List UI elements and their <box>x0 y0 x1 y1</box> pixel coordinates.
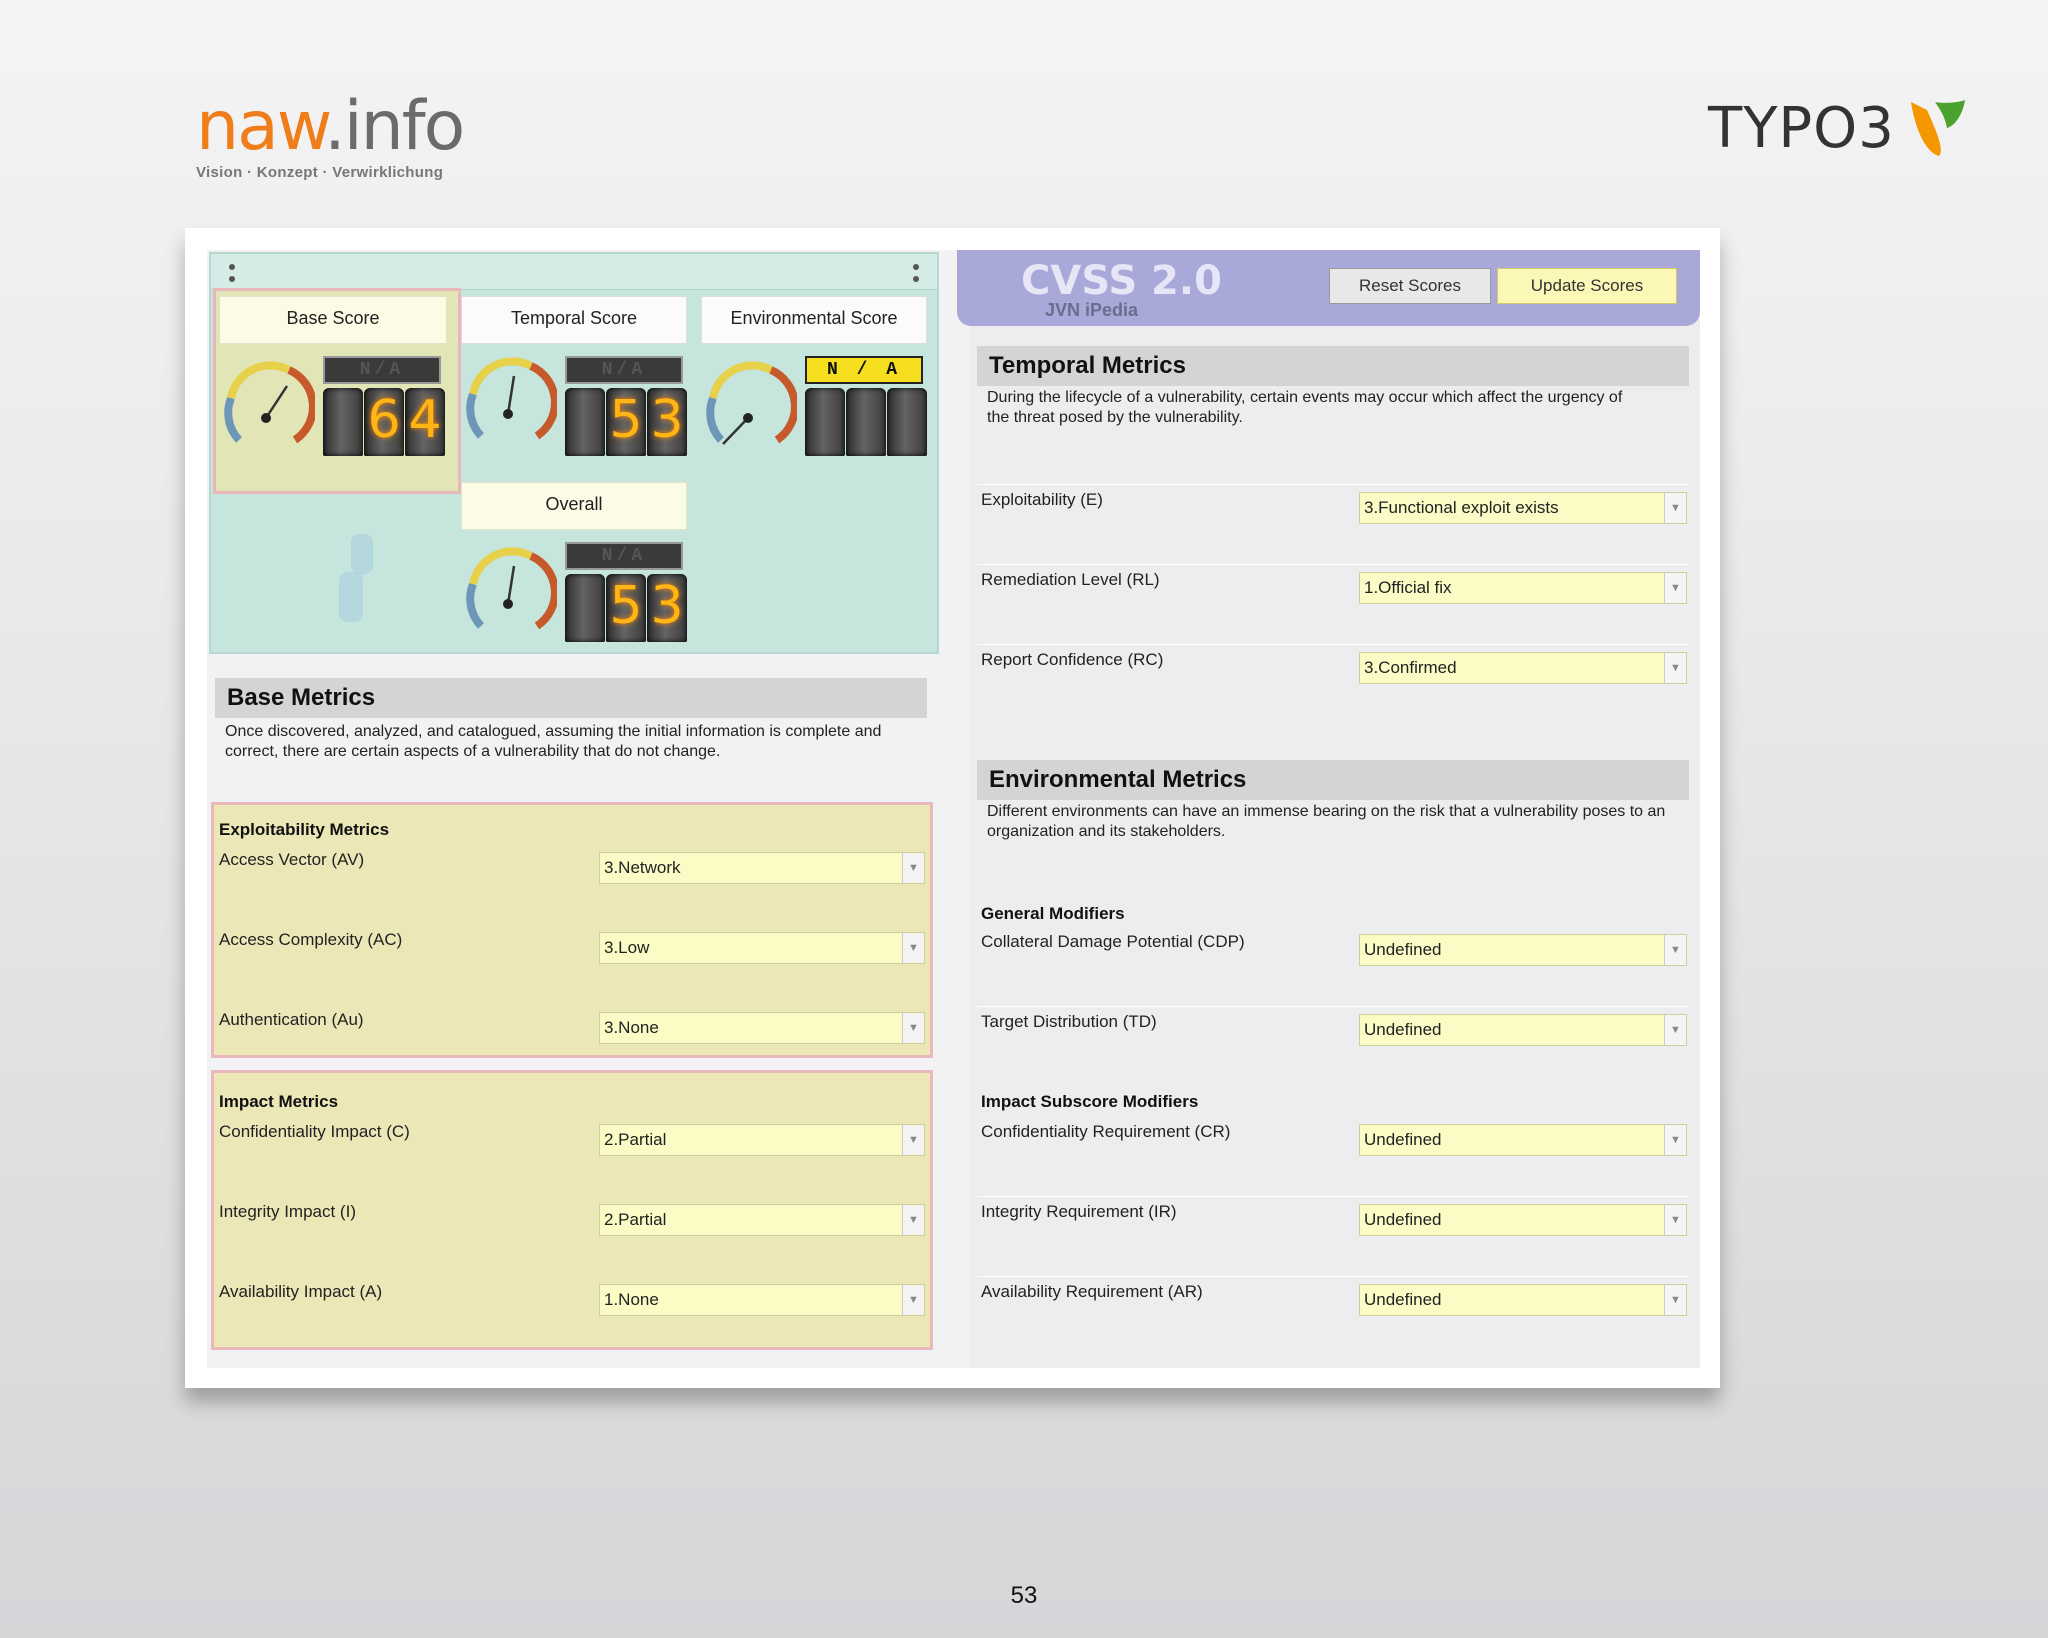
drag-handle-dot <box>229 264 235 270</box>
availability-impact-value: 1.None <box>604 1290 659 1309</box>
app-title: CVSS 2.0 <box>1021 258 1222 304</box>
overall-digit-1 <box>565 574 605 642</box>
environmental-score-display <box>805 356 928 456</box>
base-digit-3: 4 <box>405 388 445 456</box>
temporal-digit-3: 3 <box>647 388 687 456</box>
availability-requirement-select[interactable] <box>1359 1284 1687 1316</box>
remediation-level-value: 1.Official fix <box>1364 578 1452 597</box>
page-number: 53 <box>1010 1582 1038 1609</box>
general-modifiers-title: General Modifiers <box>981 904 1125 923</box>
impact-subscore-modifiers-title: Impact Subscore Modifiers <box>981 1092 1199 1111</box>
drag-handle-dot <box>913 264 919 270</box>
map-shape <box>351 534 373 574</box>
confidentiality-impact-label: Confidentiality Impact (C) <box>219 1122 410 1141</box>
chevron-down-icon[interactable]: ▼ <box>1664 493 1686 523</box>
chevron-down-icon[interactable]: ▼ <box>902 933 924 963</box>
cvss-calculator <box>207 250 1700 1368</box>
report-confidence-select[interactable] <box>1359 652 1687 684</box>
environmental-score-gauge <box>699 358 797 456</box>
access-complexity-select[interactable] <box>599 932 925 964</box>
temporal-metrics-description: During the lifecycle of a vulnerability, certain events may occur which affect the urgency of the threat posed by the vulnerability. <box>987 389 1623 426</box>
base-metrics-heading: Base Metrics <box>215 678 927 718</box>
integrity-requirement-label: Integrity Requirement (IR) <box>981 1202 1177 1221</box>
collateral-damage-label: Collateral Damage Potential (CDP) <box>981 932 1245 951</box>
overall-digit-2: 5 <box>606 574 646 642</box>
row-divider <box>977 644 1689 645</box>
target-distribution-select[interactable] <box>1359 1014 1687 1046</box>
collateral-damage-value: Undefined <box>1364 940 1442 959</box>
logo-part-naw: naw <box>196 87 325 166</box>
availability-requirement-label: Availability Requirement (AR) <box>981 1282 1203 1301</box>
chevron-down-icon[interactable]: ▼ <box>902 1285 924 1315</box>
report-confidence-value: 3.Confirmed <box>1364 658 1457 677</box>
confidentiality-impact-value: 2.Partial <box>604 1130 667 1149</box>
row-divider <box>977 484 1689 485</box>
environmental-score-label: Environmental Score <box>701 296 927 344</box>
availability-impact-select[interactable] <box>599 1284 925 1316</box>
target-distribution-label: Target Distribution (TD) <box>981 1012 1157 1031</box>
base-digit-1 <box>323 388 363 456</box>
logo-tagline: Vision · Konzept · Verwirklichung <box>196 164 444 181</box>
chevron-down-icon[interactable]: ▼ <box>902 1013 924 1043</box>
collateral-damage-select[interactable] <box>1359 934 1687 966</box>
chevron-down-icon[interactable]: ▼ <box>1664 653 1686 683</box>
temporal-score-flag: N/A <box>565 356 683 384</box>
exploitability-value: 3.Functional exploit exists <box>1364 498 1559 517</box>
drag-handle-dot <box>229 276 235 282</box>
gauge-panel-topbar <box>211 254 937 290</box>
access-complexity-value: 3.Low <box>604 938 650 957</box>
temporal-score-display <box>565 356 688 456</box>
availability-requirement-value: Undefined <box>1364 1290 1442 1309</box>
chevron-down-icon[interactable]: ▼ <box>902 1205 924 1235</box>
integrity-requirement-value: Undefined <box>1364 1210 1442 1229</box>
environmental-metrics-description: Different environments can have an immense bearing on the risk that a vulnerability poses to an organization and its stakeholders. <box>987 803 1666 840</box>
overall-score-gauge <box>459 544 557 642</box>
chevron-down-icon[interactable]: ▼ <box>1664 1125 1686 1155</box>
chevron-down-icon[interactable]: ▼ <box>1664 1205 1686 1235</box>
target-distribution-value: Undefined <box>1364 1020 1442 1039</box>
confidentiality-impact-select[interactable] <box>599 1124 925 1156</box>
row-divider <box>977 1006 1689 1007</box>
environmental-digit-1 <box>805 388 845 456</box>
drag-handle-dot <box>913 276 919 282</box>
typo3-logo <box>1708 96 1967 161</box>
confidentiality-requirement-value: Undefined <box>1364 1130 1442 1149</box>
availability-impact-label: Availability Impact (A) <box>219 1282 383 1301</box>
integrity-impact-label: Integrity Impact (I) <box>219 1202 356 1221</box>
typo3-wordmark: TYPO3 <box>1708 96 1895 161</box>
base-metrics-description: Once discovered, analyzed, and catalogued, assuming the initial information is complete and correct, there are certain aspects of a vulnerability that do not change. <box>225 723 882 760</box>
chevron-down-icon[interactable]: ▼ <box>1664 573 1686 603</box>
nawinfo-logo <box>196 87 464 181</box>
cvss-header-bar <box>957 250 1700 326</box>
base-score-gauge <box>217 358 315 456</box>
map-shape <box>339 572 363 622</box>
exploitability-select[interactable] <box>1359 492 1687 524</box>
temporal-digit-1 <box>565 388 605 456</box>
row-divider <box>977 1276 1689 1277</box>
chevron-down-icon[interactable]: ▼ <box>1664 935 1686 965</box>
integrity-impact-select[interactable] <box>599 1204 925 1236</box>
remediation-level-select[interactable] <box>1359 572 1687 604</box>
overall-score-display <box>565 542 688 642</box>
reset-scores-button[interactable]: Reset Scores <box>1329 268 1491 304</box>
environmental-score-flag: N / A <box>805 356 923 384</box>
access-complexity-label: Access Complexity (AC) <box>219 930 403 949</box>
access-vector-value: 3.Network <box>604 858 681 877</box>
confidentiality-requirement-select[interactable] <box>1359 1124 1687 1156</box>
chevron-down-icon[interactable]: ▼ <box>902 853 924 883</box>
temporal-score-gauge <box>459 354 557 452</box>
row-divider <box>977 564 1689 565</box>
confidentiality-requirement-label: Confidentiality Requirement (CR) <box>981 1122 1231 1141</box>
authentication-label: Authentication (Au) <box>219 1010 364 1029</box>
exploitability-label: Exploitability (E) <box>981 490 1103 509</box>
overall-digit-3: 3 <box>647 574 687 642</box>
environmental-metrics-heading: Environmental Metrics <box>977 760 1689 800</box>
access-vector-label: Access Vector (AV) <box>219 850 365 869</box>
environmental-digit-2 <box>846 388 886 456</box>
screenshot-frame <box>185 228 1720 1388</box>
chevron-down-icon[interactable]: ▼ <box>902 1125 924 1155</box>
exploitability-metrics-title: Exploitability Metrics <box>219 820 390 839</box>
chevron-down-icon[interactable]: ▼ <box>1664 1285 1686 1315</box>
base-score-flag: N/A <box>323 356 441 384</box>
authentication-value: 3.None <box>604 1018 659 1037</box>
integrity-requirement-select[interactable] <box>1359 1204 1687 1236</box>
impact-metrics-title: Impact Metrics <box>219 1092 339 1111</box>
temporal-score-label: Temporal Score <box>461 296 687 344</box>
chevron-down-icon[interactable]: ▼ <box>1664 1015 1686 1045</box>
overall-score-label: Overall <box>461 482 687 530</box>
app-subtitle: JVN iPedia <box>1045 300 1139 320</box>
logo-part-info: .info <box>324 87 464 166</box>
environmental-digit-3 <box>887 388 927 456</box>
temporal-metrics-heading: Temporal Metrics <box>977 346 1689 386</box>
report-confidence-label: Report Confidence (RC) <box>981 650 1164 669</box>
typo3-leaf-icon <box>1905 98 1967 160</box>
integrity-impact-value: 2.Partial <box>604 1210 667 1229</box>
access-vector-select[interactable] <box>599 852 925 884</box>
base-score-label: Base Score <box>219 296 447 344</box>
overall-score-flag: N/A <box>565 542 683 570</box>
authentication-select[interactable] <box>599 1012 925 1044</box>
score-gauges-panel <box>209 252 939 654</box>
base-digit-2: 6 <box>364 388 404 456</box>
base-score-display <box>323 356 446 456</box>
temporal-digit-2: 5 <box>606 388 646 456</box>
remediation-level-label: Remediation Level (RL) <box>981 570 1160 589</box>
row-divider <box>977 1196 1689 1197</box>
update-scores-button[interactable]: Update Scores <box>1497 268 1677 304</box>
